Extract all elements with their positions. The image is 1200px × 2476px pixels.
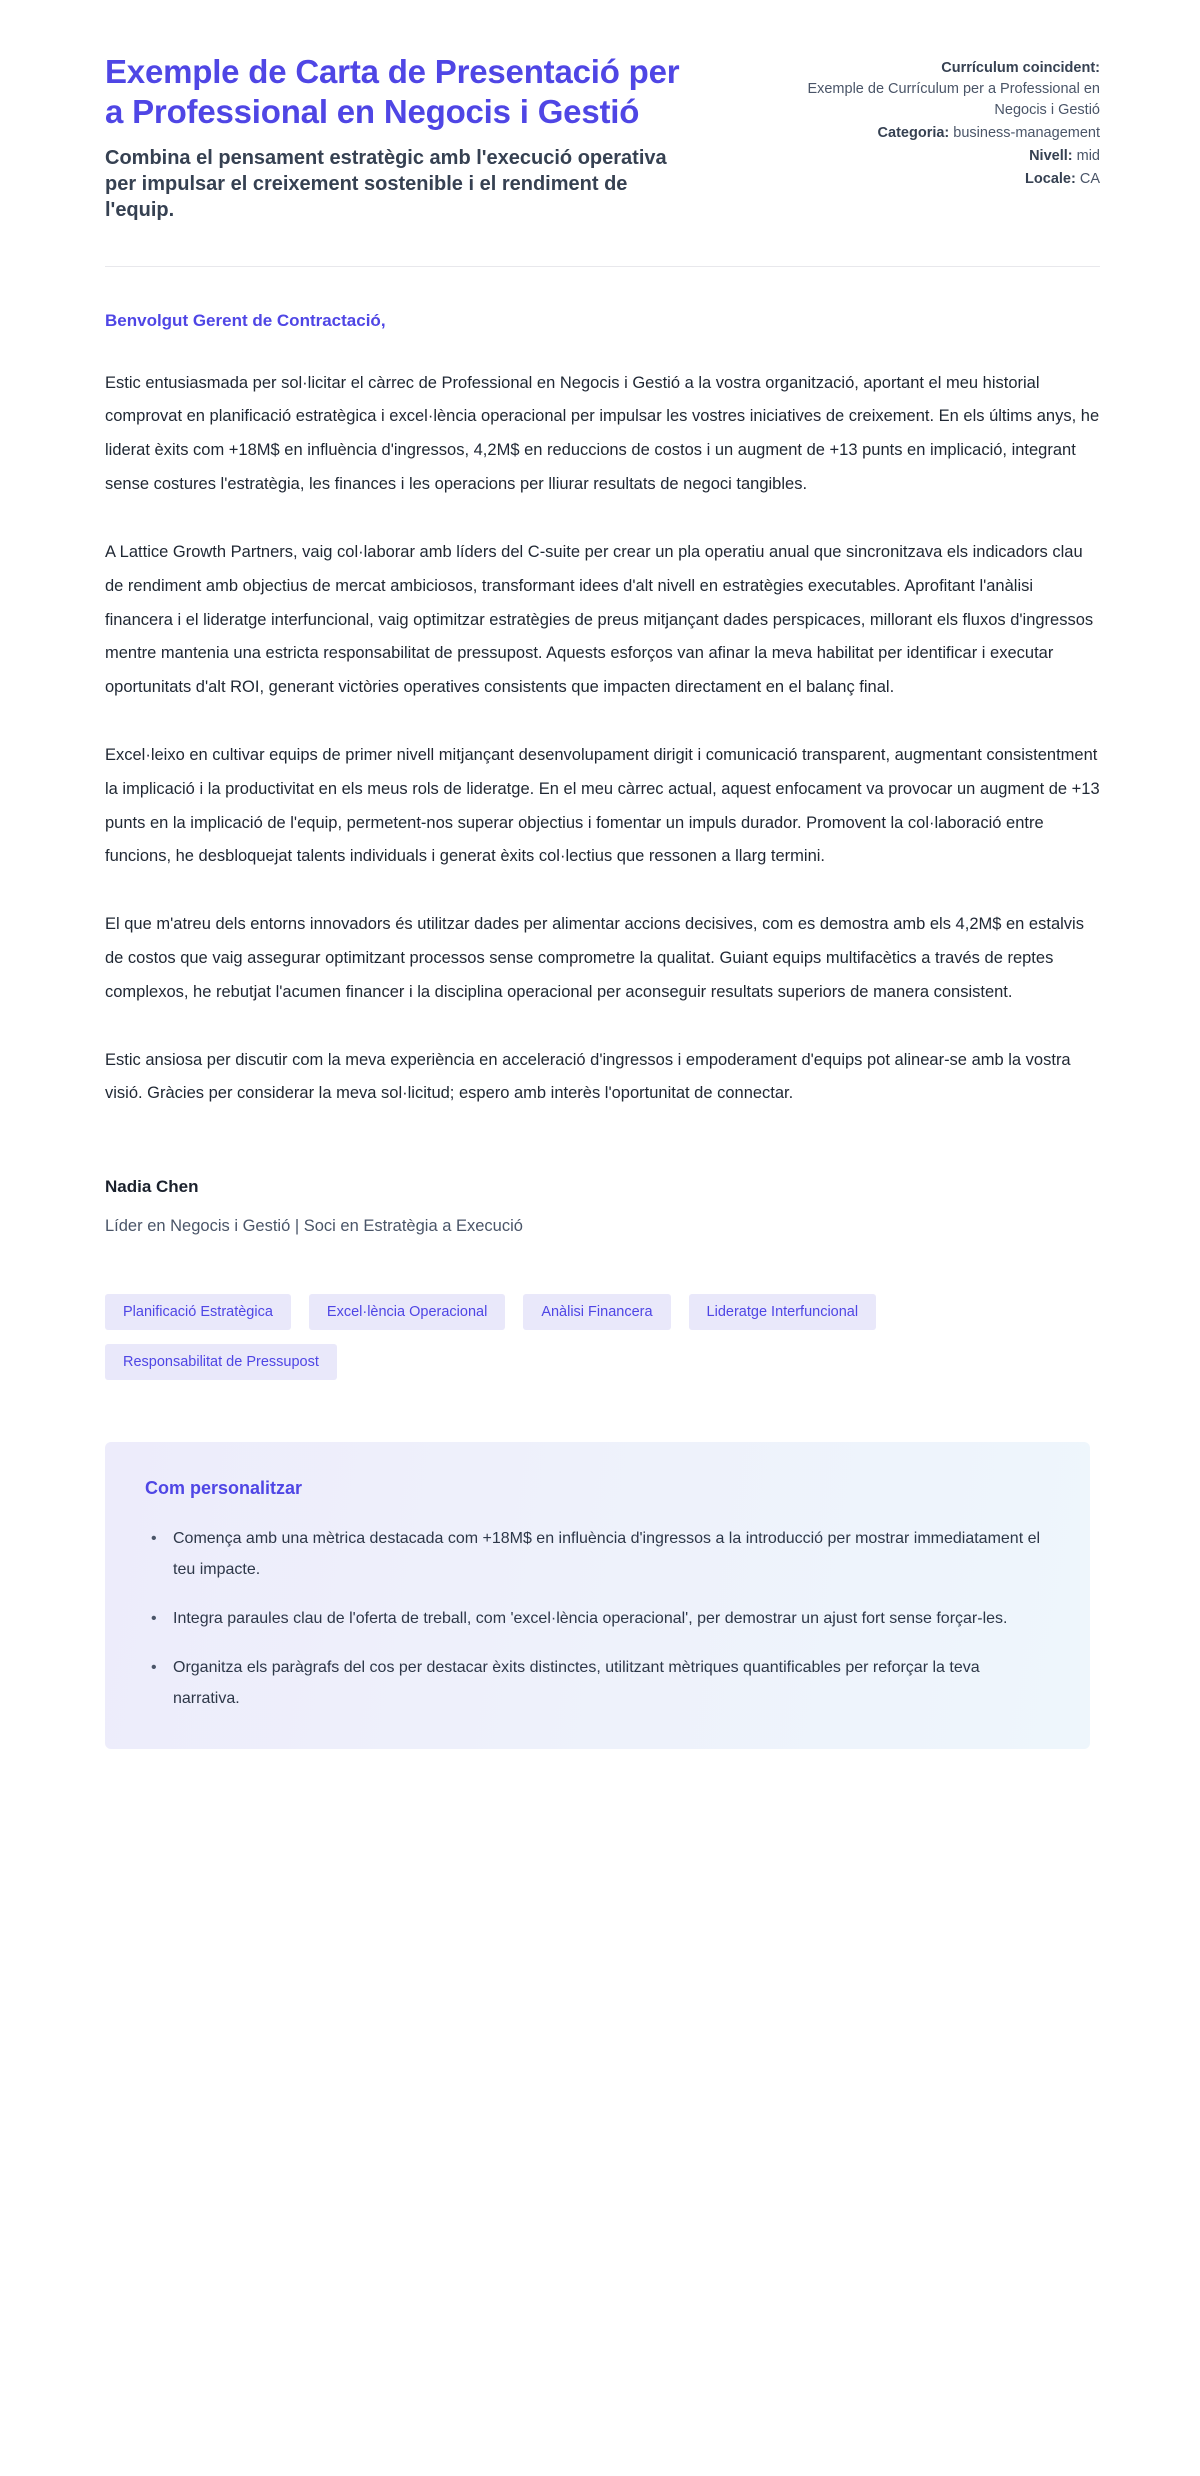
signature-role: Líder en Negocis i Gestió | Soci en Estratègia a Execució [105, 1217, 523, 1236]
page-subtitle: Combina el pensament estratègic amb l'execució operativa per impulsar el creixement sostenible i el rendiment de l'equip. [105, 146, 667, 222]
level-label: Nivell: [1029, 148, 1073, 165]
letter-body [105, 311, 1100, 1240]
letter-salutation: Benvolgut Gerent de Contractació, [105, 310, 386, 330]
matching-resume-label: Currículum coincident: [941, 60, 1100, 76]
locale-label: Locale: [1025, 171, 1076, 188]
category-label: Categoria: [877, 125, 950, 142]
letter-paragraph: Excel·leixo en cultivar equips de primer nivell mitjançant desenvolupament dirigit i comunicació transparent, augmentant consistentment la implicació i la productivitat en els meus rols de lideratge. En el meu càrrec actual, aquest enfocament va provocar un augment de +13 punts en la implicació de l'equip, permetent-nos superar objectius i fomentar un impuls durador. Promovent la col·laboració entre funcions, he desbloquejat talents individuals i generat èxits col·lectius que ressonen a llarg termini. [105, 745, 1100, 866]
callout-list-item: • Organitza els paràgrafs del cos per destacar èxits distinctes, utilitzant mètriques quantificables per reforçar la teva narrativa. [145, 1652, 1050, 1714]
skill-tag[interactable]: Planificació Estratègica [105, 1294, 291, 1330]
page-title: Exemple de Carta de Presentació per a Professional en Negocis i Gestió [105, 53, 680, 131]
metadata-panel [800, 52, 1100, 192]
metadata-matching-resume [800, 58, 1100, 121]
letter-paragraph: El que m'atreu dels entorns innovadors és utilitzar dades per alimentar accions decisives, com es demostra amb els 4,2M$ en estalvis de costos que vaig assegurar optimitzant processos sense comprometre la qualitat. Guiant equips multifacètics a través de reptes complexos, he rebutjat l'acumen financer i la disciplina operacional per aconseguir resultats superiors de manera consistent. [105, 915, 1084, 1001]
skill-tag[interactable]: Excel·lència Operacional [309, 1294, 505, 1330]
metadata-locale [800, 169, 1100, 190]
metadata-category [800, 123, 1100, 144]
category-value: business-management [953, 125, 1100, 142]
letter-paragraph: Estic entusiasmada per sol·licitar el càrrec de Professional en Negocis i Gestió a la vostra organització, aportant el meu historial comprovat en planificació estratègica i excel·lència operacional per impulsar les vostres iniciatives de creixement. En els últims anys, he liderat èxits com +18M$ en influència d'ingressos, 4,2M$ en reduccions de costos i un augment de +13 punts en implicació, integrant sense costures l'estratègia, les finances i les operacions per lliurar resultats de negoci tangibles. [105, 373, 1100, 494]
callout-title: Com personalitzar [145, 1477, 303, 1498]
skill-tag[interactable]: Lideratge Interfuncional [689, 1294, 877, 1330]
page-header [105, 52, 1100, 224]
how-to-customize-callout [105, 1442, 1090, 1749]
matching-resume-value: Exemple de Currículum per a Professional en Negocis i Gestió [807, 81, 1100, 119]
callout-list-item: • Comença amb una mètrica destacada com +18M$ en influència d'ingressos a la introducció per mostrar immediatament el teu impacte. [145, 1523, 1050, 1585]
signature-block [105, 1177, 1100, 1239]
header-divider [105, 266, 1100, 267]
signature-name: Nadia Chen [105, 1177, 199, 1197]
skill-tag[interactable]: Anàlisi Financera [523, 1294, 670, 1330]
callout-list [145, 1523, 1050, 1715]
letter-paragraph: Estic ansiosa per discutir com la meva experiència en acceleració d'ingressos i empoderament d'equips pot alinear-se amb la vostra visió. Gràcies per considerar la meva sol·licitud; espero amb interès l'oportunitat de connectar. [105, 1050, 1071, 1103]
header-text-block [105, 52, 685, 224]
letter-paragraph: A Lattice Growth Partners, vaig col·laborar amb líders del C-suite per crear un pla operatiu anual que sincronitzava els indicadors clau de rendiment amb objectius de mercat ambiciosos, transformant idees d'alt nivell en estratègies executables. Aprofitant l'anàlisi financera i el lideratge interfuncional, vaig optimitzar estratègies de preus mitjançant dades perspicaces, millorant els fluxos d'ingressos mentre mantenia una estricta responsabilitat de pressupost. Aquests esforços van afinar la meva habilitat per identificar i executar oportunitats d'alt ROI, generant victòries operatives consistents que impacten directament en el balanç final. [105, 542, 1094, 697]
callout-list-item: • Integra paraules clau de l'oferta de treball, com 'excel·lència operacional', per demostrar un ajust fort sense forçar-les. [145, 1603, 1050, 1634]
metadata-level [800, 146, 1100, 167]
locale-value: CA [1079, 171, 1100, 188]
skill-tag-list [105, 1294, 1045, 1380]
level-value: mid [1076, 148, 1100, 165]
skill-tag[interactable]: Responsabilitat de Pressupost [105, 1344, 337, 1380]
